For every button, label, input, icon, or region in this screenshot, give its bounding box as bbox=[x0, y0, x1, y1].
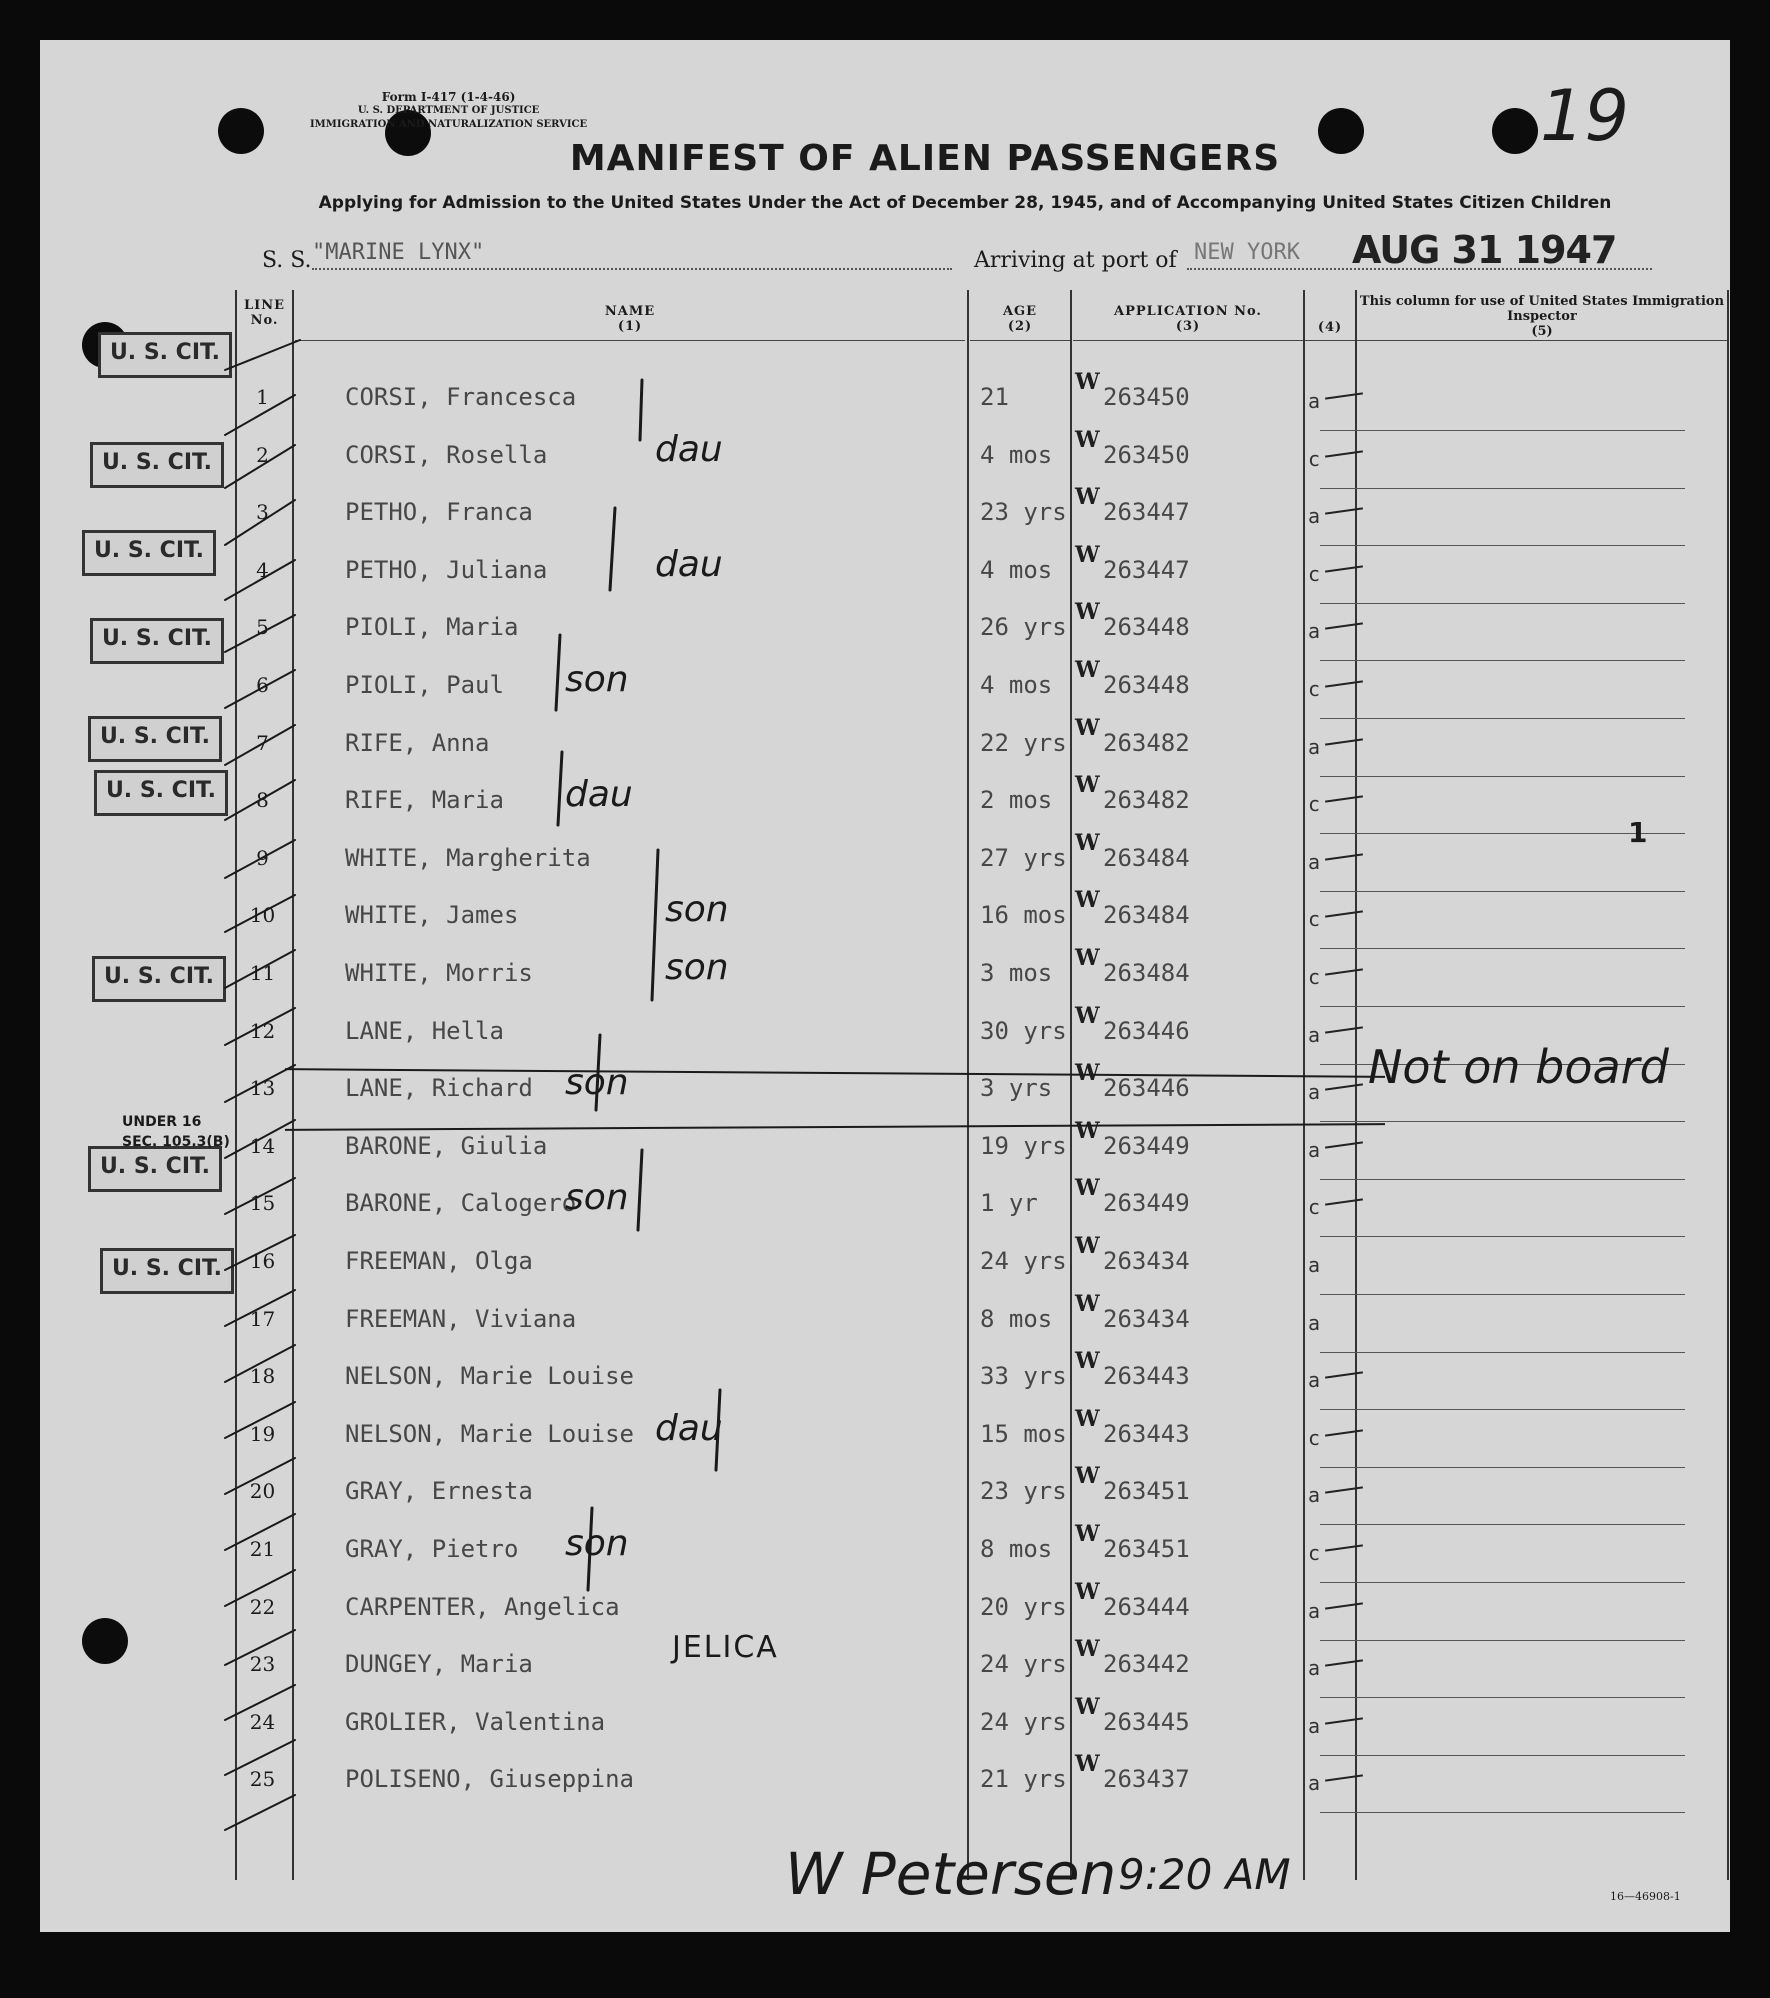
class-code: a bbox=[1308, 1656, 1321, 1681]
table-row bbox=[235, 1348, 1730, 1410]
line-number: 7 bbox=[256, 730, 269, 755]
passenger-age: 8 mos bbox=[980, 1535, 1053, 1563]
header-line-no: LINE No. bbox=[243, 298, 285, 328]
relationship-note: dau bbox=[655, 1407, 723, 1449]
agency-name: U. S. DEPARTMENT OF JUSTICE bbox=[357, 105, 540, 116]
service-name: IMMIGRATION AND NATURALIZATION SERVICE bbox=[310, 119, 588, 130]
not-on-board-note: Not on board bbox=[1368, 1040, 1669, 1094]
check-mark bbox=[1325, 450, 1363, 457]
application-number: 263448 bbox=[1103, 613, 1190, 642]
table-row bbox=[235, 1751, 1730, 1813]
passenger-age: 1 yr bbox=[980, 1189, 1038, 1218]
table-row bbox=[235, 887, 1730, 949]
header-rule bbox=[1073, 340, 1303, 341]
inspector-row-rule bbox=[1320, 1294, 1685, 1295]
passenger-age: 2 mos bbox=[980, 786, 1053, 815]
header-application-label: APPLICATION No. bbox=[1114, 304, 1262, 319]
application-prefix: W bbox=[1075, 1405, 1100, 1432]
passenger-age: 33 yrs bbox=[980, 1362, 1067, 1391]
check-mark bbox=[1325, 1487, 1363, 1494]
application-number: 263442 bbox=[1103, 1650, 1190, 1679]
passenger-name: PETHO, Franca bbox=[345, 498, 533, 527]
class-code: a bbox=[1308, 504, 1321, 529]
relationship-note: son bbox=[565, 1062, 629, 1104]
line-number: 15 bbox=[249, 1191, 276, 1216]
class-code: a bbox=[1308, 1022, 1321, 1047]
application-number: 263484 bbox=[1103, 959, 1190, 987]
table-row bbox=[235, 1290, 1730, 1353]
check-mark bbox=[1325, 1660, 1363, 1667]
application-number: 263446 bbox=[1103, 1074, 1190, 1103]
passenger-name: WHITE, James bbox=[345, 901, 519, 930]
arriving-label: Arriving at port of bbox=[974, 248, 1177, 273]
passenger-age: 20 yrs bbox=[980, 1592, 1067, 1621]
us-citizen-stamp: U. S. CIT. bbox=[88, 1146, 222, 1192]
class-code: a bbox=[1308, 389, 1321, 413]
us-citizen-stamp: U. S. CIT. bbox=[90, 618, 224, 664]
passenger-age: 24 yrs bbox=[980, 1707, 1067, 1736]
table-row bbox=[235, 1463, 1730, 1525]
passenger-age: 27 yrs bbox=[980, 843, 1067, 872]
line-number: 1 bbox=[256, 385, 269, 409]
passenger-age: 4 mos bbox=[980, 440, 1053, 469]
arrival-date-stamp: AUG 31 1947 bbox=[1352, 228, 1617, 272]
application-number: 263449 bbox=[1103, 1189, 1190, 1218]
class-code: a bbox=[1308, 1771, 1321, 1796]
line-number: 2 bbox=[256, 442, 269, 467]
relationship-note: son bbox=[565, 659, 629, 700]
passenger-name: BARONE, Giulia bbox=[345, 1131, 548, 1160]
application-prefix: W bbox=[1075, 1751, 1100, 1778]
table-row bbox=[235, 829, 1730, 892]
passenger-age: 3 mos bbox=[980, 959, 1053, 987]
application-number: 263446 bbox=[1103, 1016, 1190, 1045]
table-row bbox=[235, 714, 1730, 777]
inspector-row-rule bbox=[1320, 1006, 1685, 1007]
relationship-note: son bbox=[665, 947, 729, 988]
check-mark bbox=[1325, 565, 1363, 572]
application-prefix: W bbox=[1075, 1521, 1100, 1547]
inspector-row-rule bbox=[1320, 1121, 1685, 1122]
passenger-age: 23 yrs bbox=[980, 1477, 1067, 1506]
relationship-note: son bbox=[565, 1523, 629, 1564]
passenger-name: RIFE, Anna bbox=[345, 728, 490, 757]
inspector-row-rule bbox=[1320, 545, 1685, 546]
table-row bbox=[235, 1636, 1730, 1698]
passenger-age: 23 yrs bbox=[980, 498, 1067, 527]
passenger-name: WHITE, Morris bbox=[345, 959, 533, 987]
application-number: 263444 bbox=[1103, 1592, 1190, 1621]
passenger-name: NELSON, Marie Louise bbox=[345, 1419, 634, 1448]
class-code: a bbox=[1308, 1080, 1321, 1105]
signature-time: 9:20 AM bbox=[1118, 1850, 1291, 1899]
application-prefix: W bbox=[1075, 772, 1100, 799]
line-number: 11 bbox=[249, 961, 276, 985]
passenger-name: NELSON, Marie Louise bbox=[345, 1362, 634, 1391]
form-identifier bbox=[310, 90, 587, 132]
table-row bbox=[235, 1693, 1730, 1756]
application-prefix: W bbox=[1075, 426, 1100, 453]
application-number: 263451 bbox=[1103, 1477, 1190, 1506]
class-code: c bbox=[1308, 1195, 1321, 1220]
inspector-row-rule bbox=[1320, 1582, 1685, 1583]
inspector-row-rule bbox=[1320, 1524, 1685, 1525]
class-code: a bbox=[1308, 1598, 1321, 1623]
under-16-stamp: UNDER 16 SEC. 105.3(B) bbox=[122, 1114, 230, 1150]
header-age-number: (2) bbox=[1007, 319, 1033, 334]
relationship-note: dau bbox=[655, 428, 723, 470]
line-number: 23 bbox=[249, 1652, 276, 1677]
passenger-age: 4 mos bbox=[980, 671, 1053, 699]
passenger-name: CORSI, Francesca bbox=[345, 383, 577, 411]
passenger-name: RIFE, Maria bbox=[345, 786, 504, 815]
passenger-age: 24 yrs bbox=[980, 1247, 1067, 1275]
dotted-rule bbox=[312, 268, 952, 270]
application-number: 263448 bbox=[1103, 671, 1190, 699]
ship-name: "MARINE LYNX" bbox=[312, 240, 485, 265]
passenger-age: 16 mos bbox=[980, 901, 1067, 930]
class-code: a bbox=[1308, 1483, 1321, 1508]
application-prefix: W bbox=[1075, 945, 1100, 971]
line-number: 14 bbox=[249, 1133, 276, 1158]
passenger-name: GROLIER, Valentina bbox=[345, 1707, 606, 1736]
us-citizen-stamp: U. S. CIT. bbox=[100, 1248, 234, 1294]
table-row bbox=[235, 1578, 1730, 1641]
class-code: a bbox=[1308, 1713, 1321, 1738]
application-prefix: W bbox=[1075, 599, 1100, 626]
class-code: c bbox=[1308, 446, 1321, 471]
application-prefix: W bbox=[1075, 1060, 1100, 1087]
inspector-row-rule bbox=[1320, 1236, 1685, 1237]
check-mark bbox=[1325, 1084, 1363, 1091]
header-rule bbox=[970, 340, 1070, 341]
line-number: 20 bbox=[249, 1479, 276, 1504]
relationship-note: dau bbox=[655, 543, 723, 585]
class-code: c bbox=[1308, 907, 1321, 932]
header-col4: (4) bbox=[1317, 320, 1343, 335]
application-number: 263443 bbox=[1103, 1362, 1190, 1391]
check-mark bbox=[1325, 968, 1363, 975]
application-number: 263434 bbox=[1103, 1247, 1190, 1275]
us-citizen-stamp: U. S. CIT. bbox=[90, 442, 224, 488]
line-number: 22 bbox=[249, 1594, 276, 1619]
inspector-row-rule bbox=[1320, 1697, 1685, 1698]
correction-note: JELICA bbox=[672, 1630, 779, 1665]
header-rule bbox=[295, 340, 965, 341]
inspector-row-rule bbox=[1320, 603, 1685, 604]
header-inspector bbox=[1357, 294, 1727, 339]
application-prefix: W bbox=[1075, 887, 1100, 914]
application-number: 263447 bbox=[1103, 498, 1190, 527]
header-application-number: (3) bbox=[1175, 319, 1201, 334]
check-mark bbox=[1325, 1775, 1363, 1782]
application-prefix: W bbox=[1075, 1578, 1100, 1605]
passenger-name: GRAY, Ernesta bbox=[345, 1477, 533, 1506]
table-row bbox=[235, 1175, 1730, 1237]
passenger-name: BARONE, Calogero bbox=[345, 1189, 577, 1218]
line-number: 6 bbox=[256, 673, 269, 697]
passenger-age: 24 yrs bbox=[980, 1650, 1067, 1679]
table-row bbox=[235, 1233, 1730, 1295]
table-row bbox=[235, 541, 1730, 604]
application-prefix: W bbox=[1075, 484, 1100, 511]
passenger-name: CARPENTER, Angelica bbox=[345, 1592, 620, 1621]
passenger-name: WHITE, Margherita bbox=[345, 843, 591, 872]
passenger-age: 3 yrs bbox=[980, 1074, 1053, 1103]
inspector-row-rule bbox=[1320, 488, 1685, 489]
us-citizen-stamp: U. S. CIT. bbox=[82, 530, 216, 576]
relationship-note: son bbox=[565, 1177, 629, 1219]
header-age bbox=[970, 304, 1070, 334]
application-number: 263482 bbox=[1103, 728, 1190, 757]
form-print-code: 16—46908-1 bbox=[1610, 1890, 1681, 1903]
application-number: 263437 bbox=[1103, 1765, 1190, 1794]
application-number: 263451 bbox=[1103, 1535, 1190, 1563]
check-mark bbox=[1325, 911, 1363, 918]
application-prefix: W bbox=[1075, 369, 1100, 395]
header-inspector-label: This column for use of United States Immigration Inspector bbox=[1359, 294, 1725, 324]
line-number: 10 bbox=[249, 903, 276, 928]
passenger-name: PETHO, Juliana bbox=[345, 555, 548, 584]
passenger-name: LANE, Richard bbox=[345, 1074, 533, 1103]
passenger-name: PIOLI, Maria bbox=[345, 613, 519, 642]
table-row bbox=[235, 1117, 1730, 1180]
passenger-age: 4 mos bbox=[980, 555, 1053, 584]
application-prefix: W bbox=[1075, 1463, 1100, 1490]
passenger-name: LANE, Hella bbox=[345, 1016, 504, 1045]
inspector-row-rule bbox=[1320, 1755, 1685, 1756]
table-row bbox=[235, 369, 1730, 431]
check-mark bbox=[1325, 508, 1363, 515]
class-code: a bbox=[1308, 1368, 1321, 1393]
header-inspector-number: (5) bbox=[1531, 324, 1553, 339]
class-code: c bbox=[1308, 965, 1321, 989]
line-number: 18 bbox=[249, 1364, 276, 1389]
table-row bbox=[235, 1405, 1730, 1468]
line-number: 25 bbox=[249, 1767, 276, 1792]
check-mark bbox=[1325, 1372, 1363, 1379]
header-name-number: (1) bbox=[617, 319, 643, 334]
application-number: 263447 bbox=[1103, 555, 1190, 584]
passenger-age: 21 yrs bbox=[980, 1765, 1067, 1794]
passenger-age: 21 bbox=[980, 383, 1009, 411]
inspector-row-rule bbox=[1320, 776, 1685, 777]
line-number: 9 bbox=[256, 845, 269, 870]
application-number: 263445 bbox=[1103, 1707, 1190, 1736]
passenger-name: DUNGEY, Maria bbox=[345, 1650, 533, 1679]
application-prefix: W bbox=[1075, 1348, 1100, 1375]
passenger-age: 8 mos bbox=[980, 1304, 1053, 1333]
line-number: 4 bbox=[256, 557, 269, 582]
application-prefix: W bbox=[1075, 1002, 1100, 1029]
class-code: c bbox=[1308, 561, 1321, 586]
ship-label: S. S. bbox=[262, 248, 312, 273]
check-mark bbox=[1325, 1544, 1363, 1551]
class-code: a bbox=[1308, 734, 1321, 759]
manifest-page bbox=[40, 40, 1730, 1932]
us-citizen-stamp: U. S. CIT. bbox=[94, 770, 228, 816]
relationship-note: son bbox=[665, 889, 729, 931]
line-number: 24 bbox=[249, 1709, 276, 1734]
passenger-name: FREEMAN, Olga bbox=[345, 1247, 533, 1275]
document-title: MANIFEST OF ALIEN PASSENGERS bbox=[569, 138, 1281, 179]
check-mark bbox=[1325, 1717, 1363, 1724]
application-prefix: W bbox=[1075, 1636, 1100, 1663]
passenger-age: 30 yrs bbox=[980, 1016, 1067, 1045]
inspector-row-rule bbox=[1320, 948, 1685, 949]
relationship-note: dau bbox=[565, 774, 633, 816]
ship-line bbox=[262, 228, 1732, 280]
port-name: NEW YORK bbox=[1194, 240, 1300, 265]
passenger-name: POLISENO, Giuseppina bbox=[345, 1765, 634, 1794]
application-number: 263484 bbox=[1103, 901, 1190, 930]
passenger-name: PIOLI, Paul bbox=[345, 671, 504, 699]
class-code: a bbox=[1308, 1310, 1321, 1335]
class-code: c bbox=[1308, 1425, 1321, 1450]
class-code: a bbox=[1308, 849, 1321, 874]
check-mark bbox=[1325, 680, 1363, 687]
header-name bbox=[295, 304, 965, 334]
inspector-row-rule bbox=[1320, 430, 1685, 431]
class-code: a bbox=[1308, 1137, 1321, 1162]
application-prefix: W bbox=[1075, 1693, 1100, 1720]
document-subtitle: Applying for Admission to the United States Under the Act of December 28, 1945, and of Accompanying United States Citizen Children bbox=[318, 193, 1612, 213]
check-mark bbox=[1325, 623, 1363, 630]
table-row bbox=[235, 772, 1730, 834]
application-prefix: W bbox=[1075, 714, 1100, 741]
line-number: 5 bbox=[256, 615, 269, 640]
inspector-row-rule bbox=[1320, 1467, 1685, 1468]
application-number: 263449 bbox=[1103, 1131, 1190, 1160]
line-number: 17 bbox=[249, 1306, 276, 1331]
passenger-age: 19 yrs bbox=[980, 1131, 1067, 1160]
application-number: 263450 bbox=[1103, 383, 1190, 411]
header-rule bbox=[1357, 340, 1727, 341]
check-mark bbox=[1325, 1199, 1363, 1206]
inspector-mark: 1 bbox=[1628, 816, 1648, 849]
check-mark bbox=[1325, 738, 1363, 745]
check-mark bbox=[1325, 1026, 1363, 1033]
punch-hole bbox=[82, 1618, 128, 1664]
line-number: 19 bbox=[249, 1421, 276, 1446]
table-row bbox=[235, 945, 1730, 1007]
line-number: 3 bbox=[256, 500, 269, 525]
header-age-label: AGE bbox=[1002, 304, 1038, 319]
us-citizen-stamp: U. S. CIT. bbox=[92, 956, 226, 1002]
application-prefix: W bbox=[1075, 541, 1100, 568]
passenger-name: CORSI, Rosella bbox=[345, 440, 548, 469]
class-code: c bbox=[1308, 792, 1321, 817]
page-number: 19 bbox=[1540, 75, 1630, 157]
form-number: Form I-417 (1-4-46) bbox=[381, 90, 516, 104]
line-number: 16 bbox=[249, 1249, 276, 1273]
application-number: 263434 bbox=[1103, 1304, 1190, 1333]
class-code: c bbox=[1308, 677, 1321, 701]
header-name-label: NAME bbox=[604, 304, 656, 319]
inspector-row-rule bbox=[1320, 660, 1685, 661]
application-number: 263484 bbox=[1103, 843, 1190, 872]
check-mark bbox=[1325, 1429, 1363, 1436]
us-citizen-stamp: U. S. CIT. bbox=[98, 332, 232, 378]
passenger-name: GRAY, Pietro bbox=[345, 1535, 519, 1563]
us-citizen-stamp: U. S. CIT. bbox=[88, 716, 222, 762]
inspector-signature: W Petersen bbox=[785, 1840, 1117, 1908]
passenger-age: 26 yrs bbox=[980, 613, 1067, 642]
application-prefix: W bbox=[1075, 1175, 1100, 1202]
inspector-row-rule bbox=[1320, 1409, 1685, 1410]
line-number: 13 bbox=[249, 1076, 276, 1101]
application-number: 263482 bbox=[1103, 786, 1190, 815]
inspector-row-rule bbox=[1320, 1812, 1685, 1813]
table-row bbox=[235, 657, 1730, 719]
class-code: a bbox=[1308, 619, 1321, 644]
header-application bbox=[1073, 304, 1303, 334]
inspector-row-rule bbox=[1320, 1352, 1685, 1353]
class-code: a bbox=[1308, 1253, 1321, 1277]
class-code: c bbox=[1308, 1541, 1321, 1565]
application-number: 263450 bbox=[1103, 440, 1190, 469]
inspector-row-rule bbox=[1320, 1179, 1685, 1180]
table-row bbox=[235, 1521, 1730, 1583]
application-prefix: W bbox=[1075, 1117, 1100, 1144]
application-number: 263443 bbox=[1103, 1419, 1190, 1448]
line-number: 8 bbox=[256, 788, 269, 813]
passenger-age: 15 mos bbox=[980, 1419, 1067, 1448]
check-mark bbox=[1325, 392, 1363, 399]
header-rule bbox=[1305, 340, 1355, 341]
application-prefix: W bbox=[1075, 657, 1100, 683]
passenger-name: FREEMAN, Viviana bbox=[345, 1304, 577, 1333]
inspector-row-rule bbox=[1320, 718, 1685, 719]
passenger-age: 22 yrs bbox=[980, 728, 1067, 757]
check-mark bbox=[1325, 853, 1363, 860]
table-row bbox=[235, 484, 1730, 546]
application-prefix: W bbox=[1075, 1233, 1100, 1259]
check-mark bbox=[1325, 1141, 1363, 1148]
check-mark bbox=[1325, 1602, 1363, 1609]
line-number: 12 bbox=[249, 1018, 276, 1043]
application-prefix: W bbox=[1075, 829, 1100, 856]
table-row bbox=[235, 599, 1730, 661]
table-row bbox=[235, 426, 1730, 489]
application-prefix: W bbox=[1075, 1290, 1100, 1317]
check-mark bbox=[1325, 796, 1363, 803]
inspector-row-rule bbox=[1320, 1640, 1685, 1641]
line-number: 21 bbox=[249, 1537, 276, 1561]
inspector-row-rule bbox=[1320, 891, 1685, 892]
